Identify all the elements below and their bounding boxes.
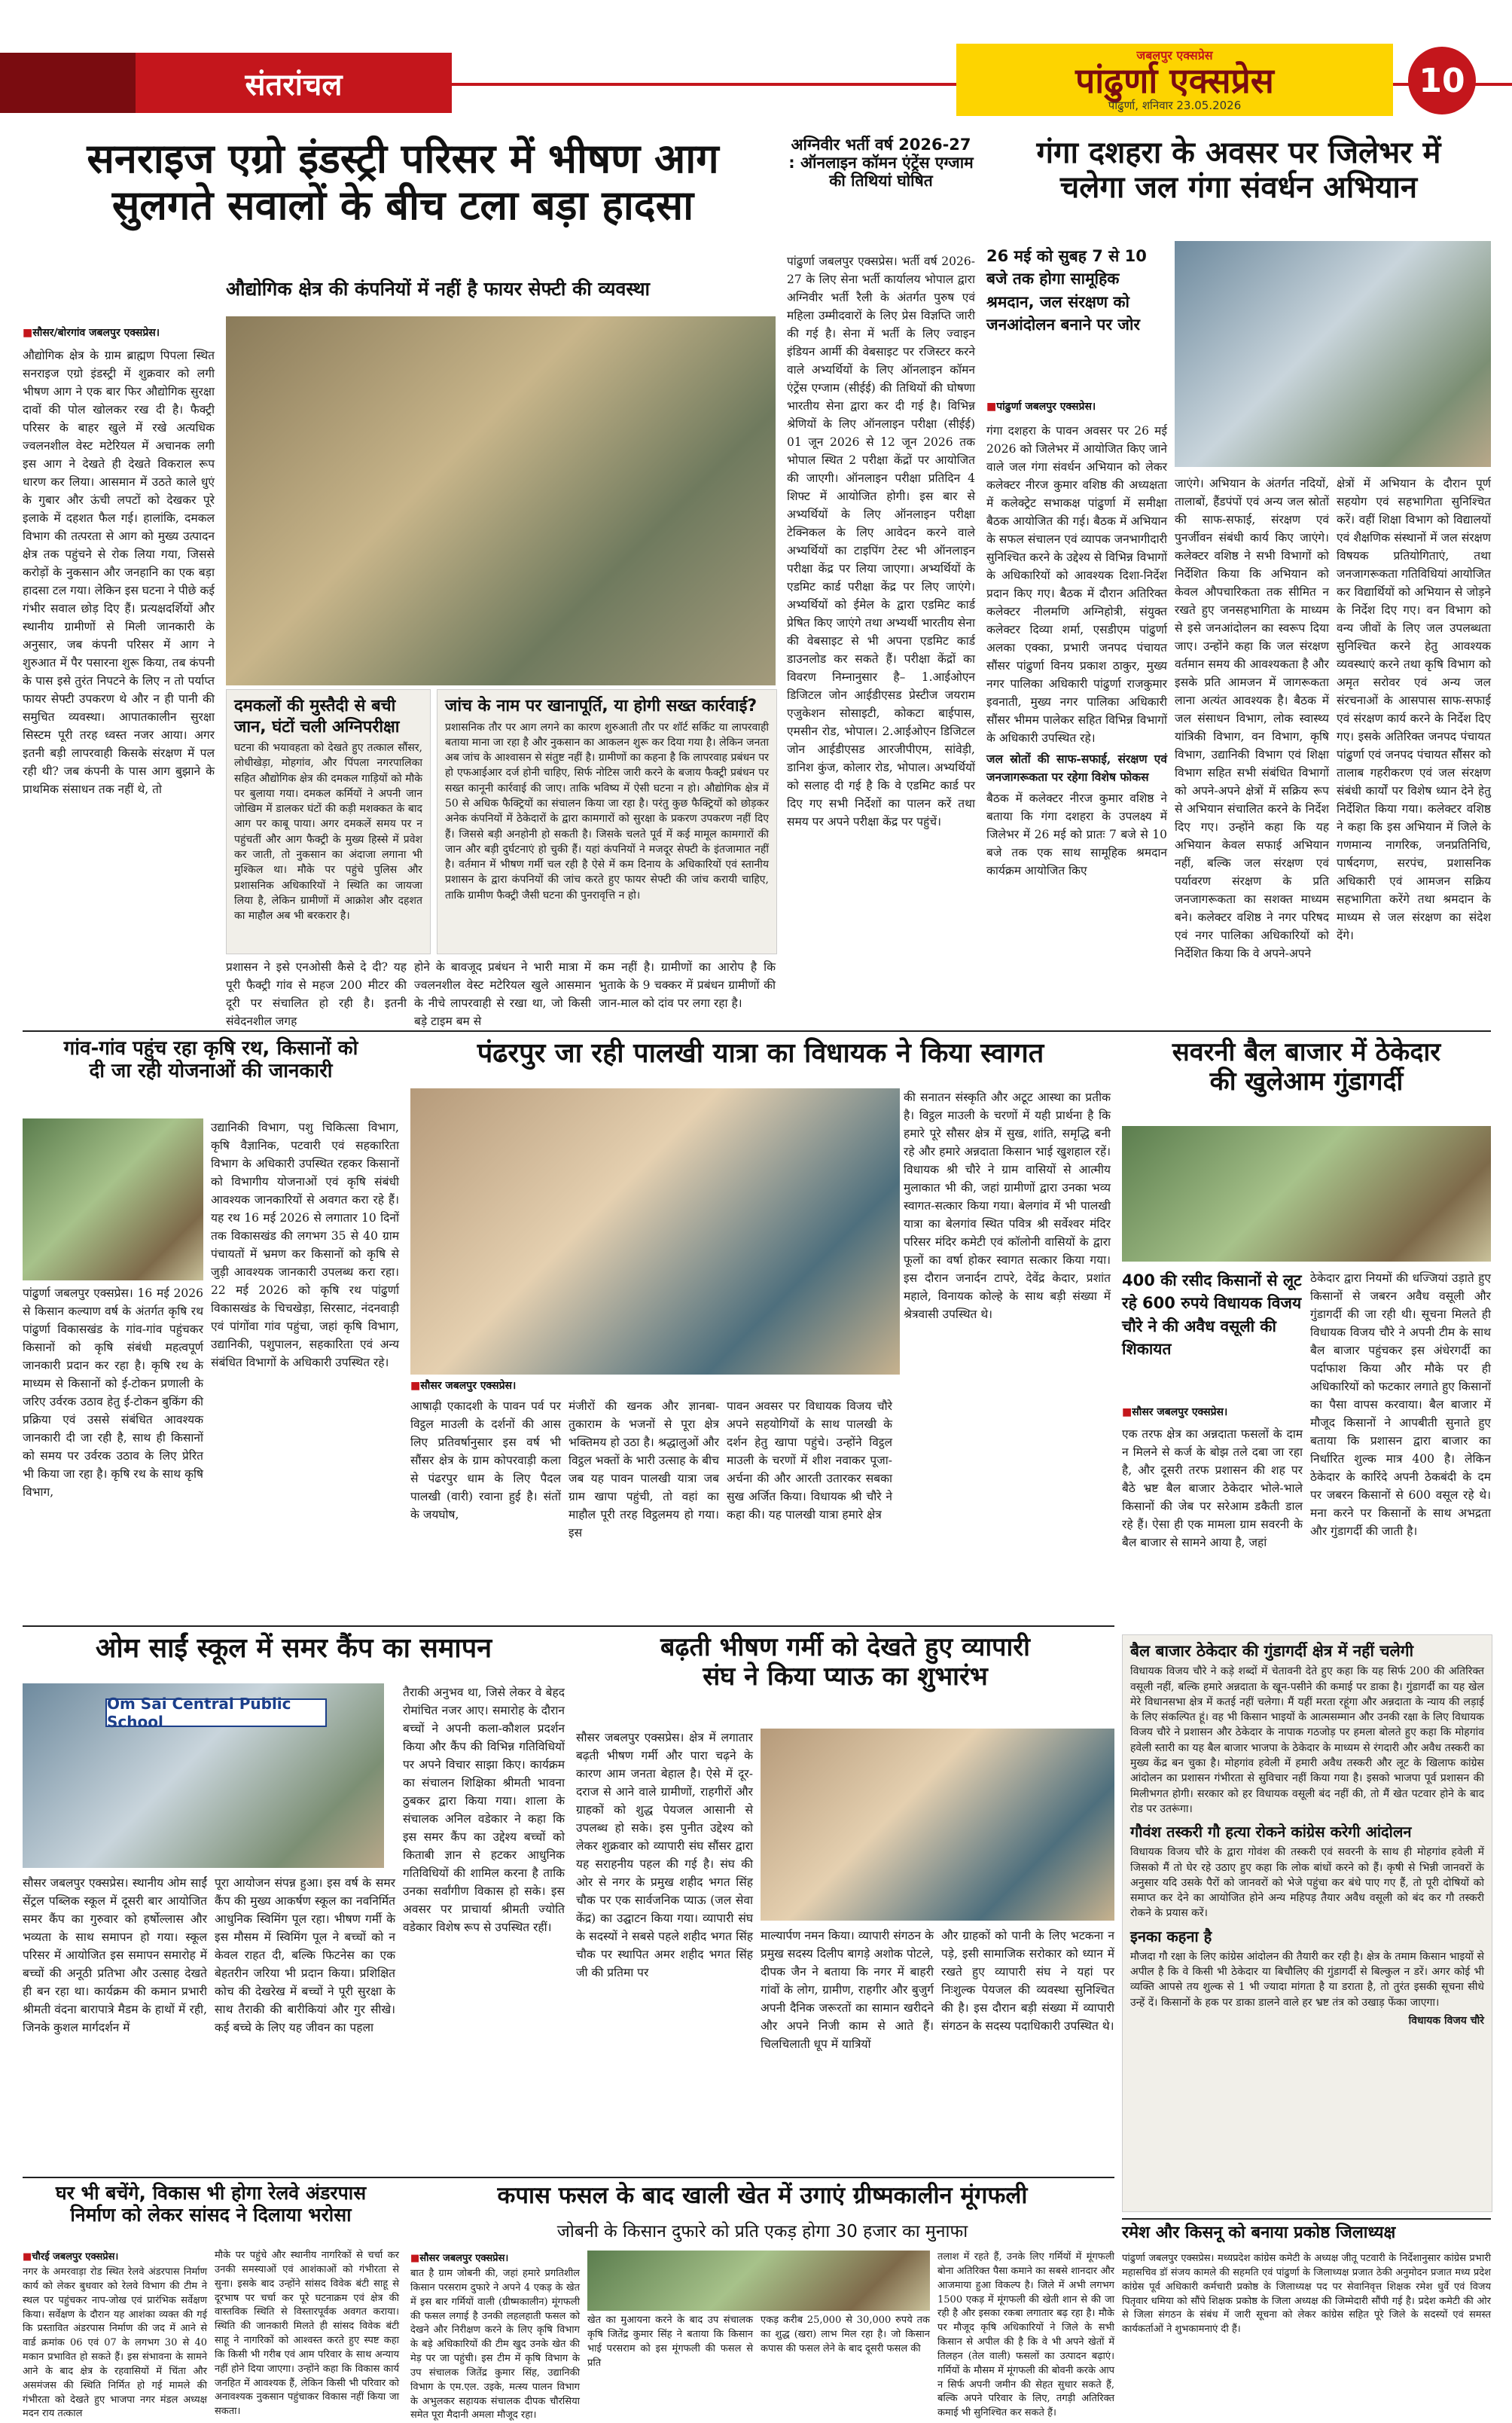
story1-col1: औद्योगिक क्षेत्र के ग्राम ब्राह्मण पिपला स्थित सनराइज एग्रो इंडस्ट्री में शुक्रवार को लगी भीषण आग ने एक बार फिर औद्योगिक सुरक्षा दावों की पोल खोलकर रख दी है। फैक्ट्री परिसर के बाहर खुले में रखे अत्यधिक ज्वलनशील वेस्ट मटेरियल में अचानक लगी इस आग ने देखते ही देखते विकराल रूप धारण कर लिया। आसमान में उठते काले धुएं के गुबार और ऊंची लपटों को देखकर पूरे इलाके में दहशत फैल गई। हालांकि, दमकल विभाग की तत्परता से आग को मुख्य उत्पादन क्षेत्र तक पहुंचने से रोक लिया गया, जिससे करोड़ों के नुकसान और जनहानि का एक बड़ा हादसा टल गया। लेकिन इस घटना ने पीछे कई गंभीर सवाल छोड़ दिए हैं। प्रत्यक्षदर्शियों और स्थानीय ग्रामीणों से मिली जानकारी के अनुसार, जब कंपनी परिसर में आग ने शुरुआत में पैर पसारना शुरू किया, तब कंपनी के पास इसे तुरंत निपटने के लिए न तो पर्याप्त फायर सेफ्टी उपकरण थे और न ही पानी की समुचित व्यवस्था। आपातकालीन सुरक्षा सिस्टम पूरी तरह ध्वस्त नजर आया। अगर इतनी बड़ी लापरवाही किसके संरक्षण में पल रही थी? जब कंपनी के पास आग बुझाने के प्राथमिक संसाधन तक नहीं थे, तो [23,349,215,797]
story6-headline-line2: की खुलेआम गुंडागर्दी [1209,1067,1404,1097]
story9-headline-line2: निर्माण को लेकर सांसद ने दिलाया भरोसा [70,2203,352,2226]
story7-col3: तैराकी अनुभव था, जिसे लेकर वे बेहद रोमांचित नजर आए। समारोह के दौरान बच्चों ने अपनी कला-कौशल प्रदर्शन किया और कैंप की विभिन्न गतिविधियों पर अपने विचार साझा किए। कार्यक्रम का संचालन शिक्षिका श्रीमती भावना ठुबकर द्वारा किया गया। शाला के संचालक अनिल वडेकार ने कहा कि इस समर कैंप का उद्देश्य बच्चों को किताबी ज्ञान से हटकर आधुनिक गतिविधियों की शामिल करना है ताकि उनका सर्वांगीण विकास हो सके। इस अवसर पर प्राचार्या श्रीमती ज्योति वडेकार विशेष रूप से उपस्थित रहीं। [403,1686,565,1935]
fire-photo [226,316,776,685]
palkhi-photo [410,1088,900,1375]
story10-byline: ■ सौसर जबलपुर एक्सप्रेस। [410,2251,636,2266]
story9-headline [23,2183,399,2248]
story6-box [1122,1634,1492,2212]
story4-headline-line1: गांव-गांव पहुंच रहा कृषि रथ, किसानों को [63,1037,358,1060]
story8-headline-line2: संघ ने किया प्याऊ का शुभारंभ [703,1662,988,1692]
story1-col3: होने के बावजूद प्रबंधन ने भारी मात्रा में ज्वलनशील वेस्ट मटेरियल खुले आसमान के नीचे लापरवाही से रखा था, जो किसी बड़े टाइम बम से [414,960,591,1029]
story5-headline: पंढरपुर जा रही पालखी यात्रा का विधायक ने किया स्वागत [477,1038,1044,1069]
story6-sub-title: गौवंश तस्करी गौ हत्या रोकने कांग्रेस करेगी आंदोलन [1130,1823,1412,1842]
story1-subhead: औद्योगिक क्षेत्र की कंपनियों में नहीं है फायर सेफ्टी की व्यवस्था [226,278,651,300]
story1-box1 [226,689,431,954]
story4-headline-line2: दी जा रही योजनाओं की जानकारी [89,1059,333,1082]
story5-col1: आषाढ़ी एकादशी के पावन पर्व पर विट्ठल माउली के दर्शनों की आस लिए प्रतिवर्षानुसार इस वर्ष भी सौंसर क्षेत्र के ग्राम कोपरवाड़ी कला से पंढरपुर धाम के लिए पैदल पालखी (वारी) रवाना हुई है। संतों के जयघोष, [410,1399,561,1522]
page-number: 10 [1408,47,1476,114]
story6-pullquote: 400 की रसीद किसानों से लूट रहे 600 रुपये विधायक विजय चौरे ने की अवैध वसूली की शिकायत [1122,1271,1302,1359]
story5-col3: पावन अवसर पर विधायक विजय चौरे अपने सहयोगियों के साथ पालखी के दर्शन हेतु खापा पहुंचे। उन्होंने विट्ठल माउली के चरणों में शीश नवाकर पूजा-अर्चना की और आरती उतारकर सबका सुख अर्जित किया। विधायक श्री चौरे ने कहा की। यह पालखी यात्रा हमारे क्षेत्र [727,1399,892,1522]
story4-col1: पांढुर्णा जबलपुर एक्सप्रेस। 16 मई 2026 से किसान कल्याण वर्ष के अंतर्गत कृषि रथ पांढुर्णा विकासखंड के गांव-गांव पहुंचकर किसानों को कृषि संबंधी महत्वपूर्ण जानकारी प्रदान कर रहा है। कृषि रथ के माध्यम से किसानों को ई-टोकन प्रणाली के जरिए उर्वरक उठाव हेतु ई-टोकन बुकिंग की प्रक्रिया एवं उससे संबंधित आवश्यक जानकारी दी जा रही है, साथ ही किसानों को समय पर उर्वरक उठाव के लिए प्रेरित भी किया जा रहा है। कृषि रथ के साथ कृषि विभाग, [23,1286,203,1500]
story9-col1: नगर के अमरवाड़ा रोड स्थित रेलवे अंडरपास निर्माण कार्य को लेकर बुधवार को रेलवे विभाग की टीम ने स्थल पर पहुंचकर नाप-जोख एवं प्रारंभिक सर्वेक्षण किया। सर्वेक्षण के दौरान यह आशंका व्यक्त की गई कि प्रस्तावित अंडरपास निर्माण की जद में आने से वार्ड क्रमांक 06 एवं 07 के लगभग 30 से 40 मकान प्रभावित हो सकते हैं। इस संभावना के सामने आने के बाद क्षेत्र के रहवासियों में चिंता और असमंजस की स्थिति निर्मित हो गई मामले की गंभीरता को देखते हुए भाजपा नगर मंडल अध्यक्ष मदन राय तत्काल [23,2266,207,2420]
story6-sub2-title: इनका कहना है [1130,1927,1212,1945]
story6-sub2-text: मौजदा गौ रक्षा के लिए कांग्रेस आंदोलन की तैयारी कर रही है। क्षेत्र के तमाम किसान भाइयों से अपील है कि वे किसी भी ठेकेदार या बिचौलिए की गुंडागर्दी से बिल्कुल न डरें। अगर कोई भी व्यक्ति आपसे तय शुल्क से 1 भी ज्यादा मांगता है या डराता है, तो तुरंत इसकी सूचना सीधे उन्हें दें। किसानों के हक पर डाका डालने वाले हर भ्रष्ट तंत्र को उखाड़ फेंका जाएगा। [1130,1950,1484,2009]
story10-subhead: जोबनी के किसान दुफारे को प्रति एकड़ होगा 30 हजार का मुनाफा [556,2222,968,2241]
story9-headline-line1: घर भी बचेंगे, विकास भी होगा रेलवे अंडरपास [55,2182,367,2204]
story6-sub-text: विधायक विजय चौरे के द्वारा गोवंश की तस्करी एवं सवरनी के साथ ही मोहगांव हवेली में जिसको मैं तो घेर रहे उठाए हुए कहा कि लोक बांधों करने को हैं। कृषी से भिन्नी जानवरों के अनुसार यदि उसके पैरों को जानवरों को भेजे पहुंचा कर बंधे पाए गए हैं, तो पूरी दोषियों को समाप्त कर देने का आयोजित होने अन्य महिपड़ तैयार अवैध वसूली को बंद कर गौ तस्करी रोकने के प्रयास करें। [1130,1846,1484,1920]
story11-text: पांढुर्णा जबलपुर एक्सप्रेस। मध्यप्रदेश कांग्रेस कमेटी के अध्यक्ष जीतू पटवारी के निर्देशानुसार कांग्रेस प्रभारी महासचिव डॉ संजय कामले की सहमति एवं पांढुर्णा के जिलाध्यक्ष प्रजात ठेकी अनुमोदन प्रजात मध्य प्रदेश कांग्रेस पूर्व अधिकारी कर्मचारी प्रकोष्ठ के जिलाध्यक्ष पद पर सेवानिवृत्त शिक्षक रमेश धुर्वे एवं विजय पितृवार धमिया को सौंपे शिक्षक प्रकोष्ठ के जिला अध्यक्ष की जिम्मेदारी सौंपी गई है। प्रदेश कमेटी की ओर से जिला संगठन के संबंध में जारी सूचना को लेकर कांग्रेस सहित पूरे जिले के सदस्यों एवं समस्त कार्यकर्ताओं ने शुभकामनाएं दी हैं। [1122,2253,1491,2336]
story3-col1-subhead: जल स्रोतों की साफ-सफाई, संरक्षण एवं जनजागरूकता पर रहेगा विशेष फोकस [986,752,1167,785]
row-divider-1 [23,1030,1491,1032]
story3-col1-text: गंगा दशहरा के पावन अवसर पर 26 मई 2026 को जिलेभर में आयोजित किए जाने वाले जल गंगा संवर्धन अभियान को लेकर कलेक्टर नीरज कुमार वशिष्ठ की अध्यक्षता में कलेक्ट्रेट सभाकक्ष पांढुर्णा में समीक्षा बैठक आयोजित की गई। बैठक में अभियान के सफल संचालन एवं व्यापक जनभागीदारी सुनिश्चित करने के उद्देश्य से विभिन्न विभागों के अधिकारियों को आवश्यक दिशा-निर्देश प्रदान किए गए। बैठक में दौरान अतिरिक्त कलेक्टर नीलमणि अग्निहोत्री, संयुक्त कलेक्टर दिव्या शर्मा, एसडीएम पांढुर्णा अलका एक्का, प्रभारी जनपद पंचायत सौंसर पांढुर्णा विनय प्रकाश ठाकुर, मुख्य नगर पालिका अधिकारी पांढुर्णा राजकुमार इवनाती, मुख्य नगर पालिका अधिकारी सौंसर भीमम पालेकर सहित विभिन्न विभागों के अधिकारी उपस्थित रहे। [986,424,1167,746]
story1-headline-line2: सुलगते सवालों के बीच टला बड़ा हादसा [111,182,694,230]
story6-byline: ■ सौसर जबलपुर एक्सप्रेस। [1122,1405,1303,1421]
krishi-rath-photo [23,1118,203,1280]
story1-box1-title: दमकलों की मुस्तैदी से बची जान, घंटों चली अग्निपरीक्षा [234,697,400,737]
story6-headline [1122,1038,1491,1121]
story4-headline [23,1038,399,1113]
story11-headline: रमेश और किसनू को बनाया प्रकोष्ठ जिलाध्यक्ष [1122,2223,1396,2242]
story3-headline-line1: गंगा दशहरा के अवसर पर जिलेभर में [1036,136,1441,170]
story3-col3: क्षेत्रों में अभियान के दौरान पूर्ण सहयोग एवं सहभागिता सुनिश्चित करें। वहीं शिक्षा विभाग को विद्यालयों एवं शैक्षणिक संस्थानों में जल संरक्षण विषयक प्रतियोगिताएं, तथा जनजागरूकता गतिविधियां आयोजित कर विद्यार्थियों को अभियान से जोड़ने के निर्देश दिए गए। वन विभाग को वन्य जीवों के लिए जल उपलब्धता सुनिश्चित करने हेतु आवश्यक व्यवस्थाएं करने तथा कृषि विभाग को अमृत सरोवर एवं अन्य जल संरचनाओं के आसपास साफ-सफाई एवं संरक्षण कार्य करने के निर्देश दिए गए। इसके अतिरिक्त जनपद पंचायत पांढुर्णा एवं जनपद पंचायत सौंसर को तालाब गहरीकरण एवं जल संरक्षण संबंधी कार्यों पर विशेष ध्यान देने हेतु निर्देशित किया गया। कलेक्टर वशिष्ठ ने कहा कि इस अभियान में जिले के गणमान्य नागरिक, जनप्रतिनिधि, पार्षदगण, सरपंच, प्रशासनिक अधिकारी एवं आमजन सक्रिय सहभागिता करेंगे तथा श्रमदान के माध्यम से जल संरक्षण का संदेश देंगे। [1337,477,1491,943]
story1-headline [30,136,776,279]
story8-col2: माल्यार्पण नमन किया। व्यापारी संगठन के प्रमुख सदस्य दिलीप बागड़े अशोक पोटले, दीपक जैन ने बताया कि नगर में बाहरी गांवों के लोग, ग्रामीण, राहगीर और बुजुर्ग अपनी दैनिक जरूरतों का सामान खरीदने और अपने निजी काम से आते हैं। चिलचिलाती धूप में यात्रियों [761,1929,934,2052]
story4-col2: उद्यानिकी विभाग, पशु चिकित्सा विभाग, कृषि वैज्ञानिक, पटवारी एवं सहकारिता विभाग के अधिकारी उपस्थित रहकर किसानों को विभागीय योजनाओं एवं कृषि संबंधी आवश्यक जानकारियों से अवगत करा रहे हैं। यह रथ 16 मई 2026 से लगातार 10 दिनों तक विकासखंड की लगभग 35 से 40 ग्राम पंचायतों में भ्रमण कर किसानों को कृषि से जुड़ी आवश्यक जानकारी उपलब्ध करा रहा। 22 मई 2026 को कृषि रथ पांढुर्णा विकासखंड के चिचखेड़ा, सिरसाट, नंदनवाड़ी एवं पांगोंवा गांव पहुंचा, जहां कृषि विभाग, उद्यानिकी, पशुपालन, सहकारिता एवं अन्य संबंधित विभागों के अधिकारी उपस्थित रहे। [211,1121,399,1370]
story1-col2: प्रशासन ने इसे एनओसी कैसे दे दी? यह पूरी फैक्ट्री गांव से महज 200 मीटर की दूरी पर संचालित हो रही है। इतनी संवेदनशील जगह [226,960,407,1029]
story10-col2: खेत का मुआयना करने के बाद उप संचालक कृषि जितेंद्र कुमार सिंह ने बताया कि किसान भाई परसराम को इस मूंगफली की फसल से प्रति [587,2315,753,2369]
story6-col2: ठेकेदार द्वारा नियमों की धज्जियां उड़ाते हुए किसानों से जबरन अवैध वसूली और गुंडागर्दी की जा रही थी। सूचना मिलते ही विधायक विजय चौरे ने अपनी टीम के साथ बैल बाजार पहुंचकर इस अंधेरगर्दी का पर्दाफाश किया और मौके पर ही अधिकारियों को फटकार लगाते हुए किसानों का पैसा वापस करवाया। बैल बाजार में मौजूद किसानों ने आपबीती सुनाते हुए बताया कि प्रशासन द्वारा बाजार का निर्धारित शुल्क मात्र 400 है। लेकिन ठेकेदार के कारिंदे अपनी ठेकबंदी के दम पर जबरन किसानों से 600 वसूल रहे थे। मना करने पर किसानों के साथ अभद्रता और गुंडागर्दी की जाती है। [1310,1271,1491,1539]
story8-col1: सौसर जबलपुर एक्सप्रेस। क्षेत्र में लगातार बढ़ती भीषण गर्मी और पारा चढ़ने के कारण आम जनता बेहाल है। ऐसे में दूर-दराज से आने वाले ग्रामीणों, राहगीरों और ग्राहकों को शुद्ध पेयजल आसानी से उपलब्ध हो सके। इस पुनीत उद्देश्य को लेकर शुक्रवार को व्यापारी संघ सौंसर द्वारा यह सराहनीय पहल की गई है। संघ की ओर से नगर के प्रमुख शहीद भगत सिंह चौक पर एक सार्वजनिक प्याऊ (जल सेवा केंद्र) का उद्घाटन किया गया। व्यापारी संघ के सदस्यों ने सबसे पहले शहीद भगत सिंह चौक पर स्थापित अमर शहीद भगत सिंह जी की प्रतिमा पर [576,1731,753,1980]
school-sign: Om Sai Central Public School [105,1698,327,1727]
story1-box2 [437,689,777,954]
story1-box2-text: प्रशासनिक तौर पर आग लगने का कारण शुरुआती तौर पर शॉर्ट सर्किट या लापरवाही बताया माना जा रहा है और नुकसान का आकलन शुरू कर दिया गया है। लेकिन जनता अब जांच के आश्वासन से संतुष्ट नहीं है। ग्रामीणों का कहना है कि लापरवाह प्रबंधन पर हो एफआईआर दर्ज होनी चाहिए, सिर्फ नोटिस जारी करने के बजाय फैक्ट्री प्रबंधन पर सख्त कानूनी कार्रवाई की जाए। ताकि भविष्य में ऐसी घटना न हो। औद्योगिक क्षेत्र में 50 से अधिक फैक्ट्रियों का संचालन किया जा रहा है। परंतु कुछ फैक्ट्रियों को छोड़कर अनेक कंपनियों में ठेकेदारों के द्वारा कामगारों को सुरक्षा के प्रकरण उपकरण नहीं दिए हैं। जिससे बड़ी अनहोनी हो सकती है। जिसके चलते पूर्व में कई मामूल कामगारों की जान और बड़ी दुर्घटनाएं हो चुकी हैं। यहां कंपनियों ने मजदूर सेफ्टी के इंतजामात नहीं है। वर्तमान में भीषण गर्मी चल रही है ऐसे में कम दिनाय के अधिकारियों एवं स्तानीय प्रशासन के द्वारा कंपनियों की जांच करते हुए फायर सेफ्टी की जांच करायी चाहिए, ताकि ग्रामीण फैक्ट्री जैसी घटना की पुनरावृत्ति न हो। [445,721,769,902]
story10-col4: तलाश में रहते हैं, उनके लिए गर्मियों में मूंगफली बोना अतिरिक्त पैसा कमाने का सबसे शानदार और आजमाया हुआ विकल्प है। जिले में अभी लगभग 1500 एकड़ में मूंगफली की खेती शान से की जा रही है और इसका रकबा लगातार बढ़ रहा है। मौके पर मौजूद कृषि अधिकारियों ने जिले के सभी किसान से अपील की है कि वे भी अपने खेतों में तिलहन (तेल वाली) फसलों का उत्पादन बढ़ाएं। गर्मियों के मौसम में मूंगफली की बोवनी करके आप न सिर्फ अपनी जमीन की सेहत सुधार सकते हैं, बल्कि अपने परिवार के लिए, तगड़ी अतिरिक्त कमाई भी सुनिश्चित कर सकते हैं। [937,2251,1114,2419]
story1-box2-title: जांच के नाम पर खानापूर्ति, या होगी सख्त कार्रवाई? [445,697,758,716]
story7-col2: पूरा आयोजन संपन्न हुआ। इस वर्ष के समर कैंप की मुख्य आकर्षण स्कूल का नवनिर्मित आधुनिक स्विमिंग पूल रहा। भीषण गर्मी के इस मौसम में स्विमिंग पूल ने बच्चों को न केवल राहत दी, बल्कि फिटनेस का एक बेहतरीन जरिया भी प्रदान किया। प्रशिक्षित कोच की देखरेख में बच्चों ने पूरी सुरक्षा के साथ तैराकी की बारीकियां और गुर सीखे। कई बच्चे के लिए यह जीवन का पहला [215,1876,395,2035]
story3-headline [986,136,1491,237]
brand-title: पांढुर्णा एक्सप्रेस [1075,60,1274,101]
story3-col2: जाएंगे। अभियान के अंतर्गत नदियों, तालाबों, हैंडपंपों एवं अन्य जल स्रोतों की साफ-सफाई, संरक्षण एवं पुनर्जीवन संबंधी कार्य किए जाएंगे। कलेक्टर वशिष्ठ ने सभी विभागों को निर्देशित किया कि अभियान को केवल औपचारिकता तक सीमित न रखते हुए जनसहभागिता के माध्यम से इसे जनआंदोलन का स्वरूप दिया जाए। उन्होंने कहा कि जल संरक्षण वर्तमान समय की आवश्यकता है और इसके प्रति आमजन में जागरूकता लाना अत्यंत आवश्यक है। बैठक में जल संसाधन विभाग, लोक स्वास्थ्य यांत्रिकी विभाग, वन विभाग, कृषि विभाग, उद्यानिकी विभाग एवं शिक्षा विभाग सहित सभी संबंधित विभागों को अपने-अपने क्षेत्रों में सक्रिय रूप से अभियान संचालित करने के निर्देश दिए गए। उन्होंने कहा कि यह अभियान केवल सफाई अभियान नहीं, बल्कि जल संरक्षण एवं पर्यावरण संरक्षण के प्रति जनजागरूकता का सशक्त माध्यम बने। कलेक्टर वशिष्ठ ने नगर परिषद एवं नगर पालिका अधिकारियों को निर्देशित किया कि वे अपने-अपने [1175,477,1329,961]
story6-headline-line1: सवरनी बैल बाजार में ठेकेदार [1172,1037,1441,1067]
story5-col2: मंजीरों की खनक और ज्ञानबा-तुकाराम के भजनों से पूरा क्षेत्र भक्तिमय हो उठा है। श्रद्धालुओं और विट्ठल भक्तों के भारी उत्साह के बीच जब यह पावन पालखी यात्रा जब ग्राम खापा पहुंची, तो वहां का माहौल पूरी तरह विट्ठलमय हो गया। इस [569,1399,719,1540]
story2-text: पांढुर्णा जबलपुर एक्सप्रेस। भर्ती वर्ष 2026-27 के लिए सेना भर्ती कार्यालय भोपाल द्वारा अग्निवीर भर्ती रैली के अंतर्गत पुरुष एवं महिला उम्मीदवारों के लिए प्रेस विज्ञप्ति जारी की गई है। सेना में भर्ती के लिए ज्वाइन इंडियन आर्मी की वेबसाइट पर रजिस्टर करने वाले अभ्यर्थियों के लिए ऑनलाइन कॉमन एंट्रेंस एग्जाम (सीईई) की तिथियों की घोषणा भारतीय सेना द्वारा कर दी गई है। विभिन्न श्रेणियों के लिए ऑनलाइन परीक्षा (सीईई) 01 जून 2026 से 12 जून 2026 तक भोपाल स्थित 2 परीक्षा केंद्रों पर आयोजित की जाएगी। ऑनलाइन परीक्षा प्रतिदिन 4 शिफ्ट में आयोजित होगी। इस बार से अभ्यर्थियों के लिए ऑनलाइन परीक्षा टेक्निकल के लिए आवेदन करने वाले अभ्यर्थियों का टाइपिंग टेस्ट भी ऑनलाइन परीक्षा केंद्र पर लिया जाएगा। अभ्यर्थियों के एडमिट कार्ड परीक्षा केंद्र पर लिए जाएंगे। अभ्यर्थियों को ईमेल के द्वारा एडमिट कार्ड प्रेषित किए जाएंगे तथा अभ्यर्थी भारतीय सेना की वेबसाइट से भी अपना एडमिट कार्ड डाउनलोड कर सकते हैं। परीक्षा केंद्रों का विवरण निम्नानुसार है– 1.आईओएन डिजिटल जोन आईडीएसड प्रेस्टीज जयराम एजुकेशन सोसाइटी, कोकटा बाईपास, एमसीन रोड, भोपाल। 2.आईओएन डिजिटल जोन आईडीएसड आरजीपीएम, सांवेड़ी, डानिश कुंज, कोलार रोड, भोपाल। अभ्यर्थियों को सलाह दी गई है कि वे एडमिट कार्ड पर दिए गए सभी निर्देशों का पालन करें तथा समय पर अपने परीक्षा केंद्र पर पहुंचें। [787,255,975,829]
story6-col1: एक तरफ क्षेत्र का अन्नदाता फसलों के दाम न मिलने से कर्ज के बोझ तले दबा जा रहा है, और दूसरी तरफ प्रशासन की शह पर बैठे भ्रष्ट बैल बाजार ठेकेदार भोले-भाले किसानों की जेब पर सरेआम डकैती डाल रहे हैं। ऐसा ही एक मामला ग्राम सवरनी के बैल बाजार से सामने आया है, जहां [1122,1427,1303,1550]
story3-byline: ■ पांढुर्णा जबलपुर एक्सप्रेस। [986,399,1167,416]
groundnut-photo [587,2251,930,2311]
story7-col1: सौसर जबलपुर एक्सप्रेस। स्थानीय ओम साईं सेंट्रल पब्लिक स्कूल में दूसरी बार आयोजित समर कैंप का गुरुवार को हर्षोल्लास और भव्यता के साथ समापन हो गया। स्कूल परिसर में आयोजित इस समापन समारोह में बच्चों की अनूठी प्रतिभा और उत्साह देखते ही बन रहा था। कार्यक्रम की कमान प्रभारी श्रीमती वंदना बारापात्रे मैडम के हाथों में रही, जिनके कुशल मार्गदर्शन में [23,1876,207,2035]
story5-col4: की सनातन संस्कृति और अटूट आस्था का प्रतीक है। विट्ठल माउली के चरणों में यही प्रार्थना है कि हमारे पूरे सौसर क्षेत्र में सुख, शांति, समृद्धि बनी रहे और हमारे अन्नदाता किसान भाई खुशहाल रहें। विधायक श्री चौरे ने ग्राम वासियों से आत्मीय मुलाकात भी की, जहां ग्रामीणों द्वारा उनका भव्य स्वागत-सत्कार किया गया। बेलगांव में भी पालखी यात्रा का बेलगांव स्थित पवित्र श्री सर्वेश्वर मंदिर परिसर मंदिर कमेटी एवं कॉलोनी वासियों के द्वारा फूलों का वर्षा होकर स्वागत सत्कार किया गया। इस दौरान जनार्दन टापरे, देवेंद्र केदार, प्रशांत महाले, विनायक कोल्हे के साथ बड़ी संख्या में श्रेत्रवासी उपस्थित थे। [904,1091,1111,1322]
story8-headline-line1: बढ़ती भीषण गर्मी को देखते हुए व्यापारी [660,1632,1030,1662]
story2-headline: अग्निवीर भर्ती वर्ष 2026-27 : ऑनलाइन कॉमन एंट्रेंस एग्जाम की तिथियां घोषित [788,136,974,191]
story6-sub2-sign: विधायक विजय चौरे [1408,2014,1484,2027]
story7-headline: ओम साईं स्कूल में समर कैंप का समापन [95,1633,492,1664]
brand-tagline: जबलपुर एक्सप्रेस [1136,48,1213,63]
pyau-photo [761,1729,1114,1921]
meeting-photo [1175,241,1491,467]
story6-box-title: बैल बाजार ठेकेदार की गुंडागर्दी क्षेत्र में नहीं चलेगी [1130,1642,1414,1660]
story3-col1-tail: बैठक में कलेक्टर नीरज कुमार वशिष्ठ ने बताया कि गंगा दशहरा के उपलक्ष्य में जिलेभर में 26 मई को प्रातः 7 बजे से 10 बजे तक एक साथ सामूहिक श्रमदान कार्यक्रम आयोजित किए [986,792,1167,878]
story8-col3: और ग्राहकों को पानी के लिए भटकना न पड़े, इसी सामाजिक सरोकार को ध्यान में रखते हुए व्यापारी संघ ने यहां पर निःशुल्क पेयजल की व्यवस्था सुनिश्चित की है। इस दौरान बड़ी संख्या में व्यापारी संगठन के सदस्य पदाधिकारी उपस्थित थे। [941,1929,1114,2034]
story9-byline: ■ चौरई जबलपुर एक्सप्रेस। [23,2249,203,2264]
issue-date: पांढुर्णा, शनिवार 23.05.2026 [1108,99,1242,112]
row-divider-3 [23,2177,1114,2178]
story3-headline-line2: चलेगा जल गंगा संवर्धन अभियान [1059,170,1418,205]
story10-headline: कपास फसल के बाद खाली खेत में उगाएं ग्रीष्मकालीन मूंगफली [497,2182,1028,2209]
story6-box-text: विधायक विजय चौरे ने कड़े शब्दों में चेतावनी देते हुए कहा कि यह सिर्फ 200 की अतिरिक्त वसूली नहीं, बल्कि हमारे अन्नदाता के खून-पसीने की कमाई पर डाका है। गुंडागर्दी का यह खेल मेरे विधानसभा क्षेत्र में कतई नहीं चलेगा। मैं यहीं मरता रहूंगा और अन्नदाता के न्याय की लड़ाई के लिए संकल्पित हूं। वह भी किसान भाइयों के आत्मसम्मान और उनकी रक्षा के लिए विधायक विजय चौरे ने प्रशासन और ठेकेदार के नापाक गठजोड़ पर हमला बोलते हुए कहा कि मोहगांव हवेली स्तारी का यह बैल बाजार भाजपा के ठेकेदार के माध्यम से रंगदारी और अवैध तस्करी का मुख्य केंद्र बन चुका है। मोहगांव हवेली में हमारी अवैध तस्करी और लूट के खिलाफ कांग्रेस आंदोलन का प्रशासन गंभीरता से सुविचार नहीं किया गया है। इसको भाजपा पूर्व प्रशासन की मिलीभगत होगी। सरकार को हर विधायक वसूली बंद नहीं की, तो मैं खेत पटवार होने के बाद रोड पर उतरूंगा। [1130,1665,1484,1815]
story1-byline: ■ सौसर/बोरगांव जबलपुर एक्सप्रेस। [23,325,218,342]
section-title: संतरांचल [136,53,452,113]
bail-bazar-photo [1122,1126,1491,1262]
story1-col4: कम नहीं है। ग्रामीणों का आरोप है कि भुताके के 9 चक्कर में प्रबंधन ग्रामीणों की जान-माल को दांव पर लगा रहा है। [599,960,776,1011]
newspaper-masthead [956,44,1393,116]
story1-box1-text: घटना की भयावहता को देखते हुए तत्काल सौंसर, लोधीखेड़ा, मोहगांव, और पिंपला नगरपालिका सहित औद्योगिक क्षेत्र की दमकल गाड़ियों को मौके पर बुलाया गया। दमकल कर्मियों ने अपनी जान जोखिम में डालकर घंटों की कड़ी मशक्कत के बाद आग पर काबू पाया। अगर दमकलें समय पर न पहुंचतीं और आग फैक्ट्री के मुख्य हिस्से में प्रवेश कर जाती, तो नुकसान का अंदाजा लगाना भी मुश्किल था। मौके पर पहुंचे पुलिस और प्रशासनिक अधिकारियों ने स्थिति का जायजा लिया है, लेकिन ग्रामीणों में आक्रोश और दहशत का माहौल अब भी बरकरार है। [234,742,422,923]
story8-headline [576,1633,1114,1723]
story10-col3: एकड़ करीब 25,000 से 30,000 रुपये तक का शुद्ध (खरा) लाभ मिल रहा है। जो किसान कपास की फसल लेने के बाद दूसरी फसल की [761,2315,930,2354]
section-tag-accent [0,53,136,113]
story3-col1 [986,422,1167,1024]
row-divider-2 [23,1625,1114,1627]
story11-divider [1122,2218,1491,2220]
story5-byline: ■ सौसर जबलपुर एक्सप्रेस। [410,1378,636,1395]
story9-col2: मौके पर पहुंचे और स्थानीय नागरिकों से चर्चा कर उनकी समस्याओं एवं आशंकाओं को गंभीरता से सुना। इसके बाद उन्होंने सांसद विवेक बंटी साहू से दूरभाष पर चर्चा कर पूरे घटनाक्रम एवं क्षेत्र की वास्तविक स्थिति से विस्तारपूर्वक अवगत कराया। स्थिति की जानकारी मिलते ही सांसद विवेक बंटी साहू ने नागरिकों को आश्वस्त करते हुए स्पष्ट कहा कि किसी भी गरीब एवं आम परिवार के साथ अन्याय नहीं होने दिया जाएगा। उन्होंने कहा कि विकास कार्य जनहित में आवश्यक हैं, लेकिन किसी भी परिवार को अनावश्यक नुकसान पहुंचाकर विकास नहीं किया जा सकता। [215,2250,399,2418]
story3-pullquote: 26 मई को सुबह 7 से 10 बजे तक होगा सामूहिक श्रमदान, जल संरक्षण को जनआंदोलन बनाने पर जोर [986,247,1147,334]
story1-headline-line1: सनराइज एग्रो इंडस्ट्री परिसर में भीषण आग [87,135,719,182]
story10-col1: बात है ग्राम जोबनी की, जहां हमारे प्रगतिशील किसान परसराम दुफारे ने अपने 4 एकड़ के खेत में इस बार गर्मियों वाली (ग्रीष्मकालीन) मूंगफली की फसल लगाई है उनकी लहलहाती फसल को देखने और निरीक्षण करने के लिए कृषि विभाग के बड़े अधिकारियों की टीम खुद उनके खेत की मेड़ पर जा पहुंची। इस टीम में कृषि विभाग के उप संचालक जितेंद्र कुमार सिंह, उद्यानिकी विभाग के एम.एल. उइके, मत्स्य पालन विभाग के अभुलकर सहायक संचालक दीपक चौरसिया समेत पूरा मैदानी अमला मौजूद रहा। [410,2268,580,2421]
